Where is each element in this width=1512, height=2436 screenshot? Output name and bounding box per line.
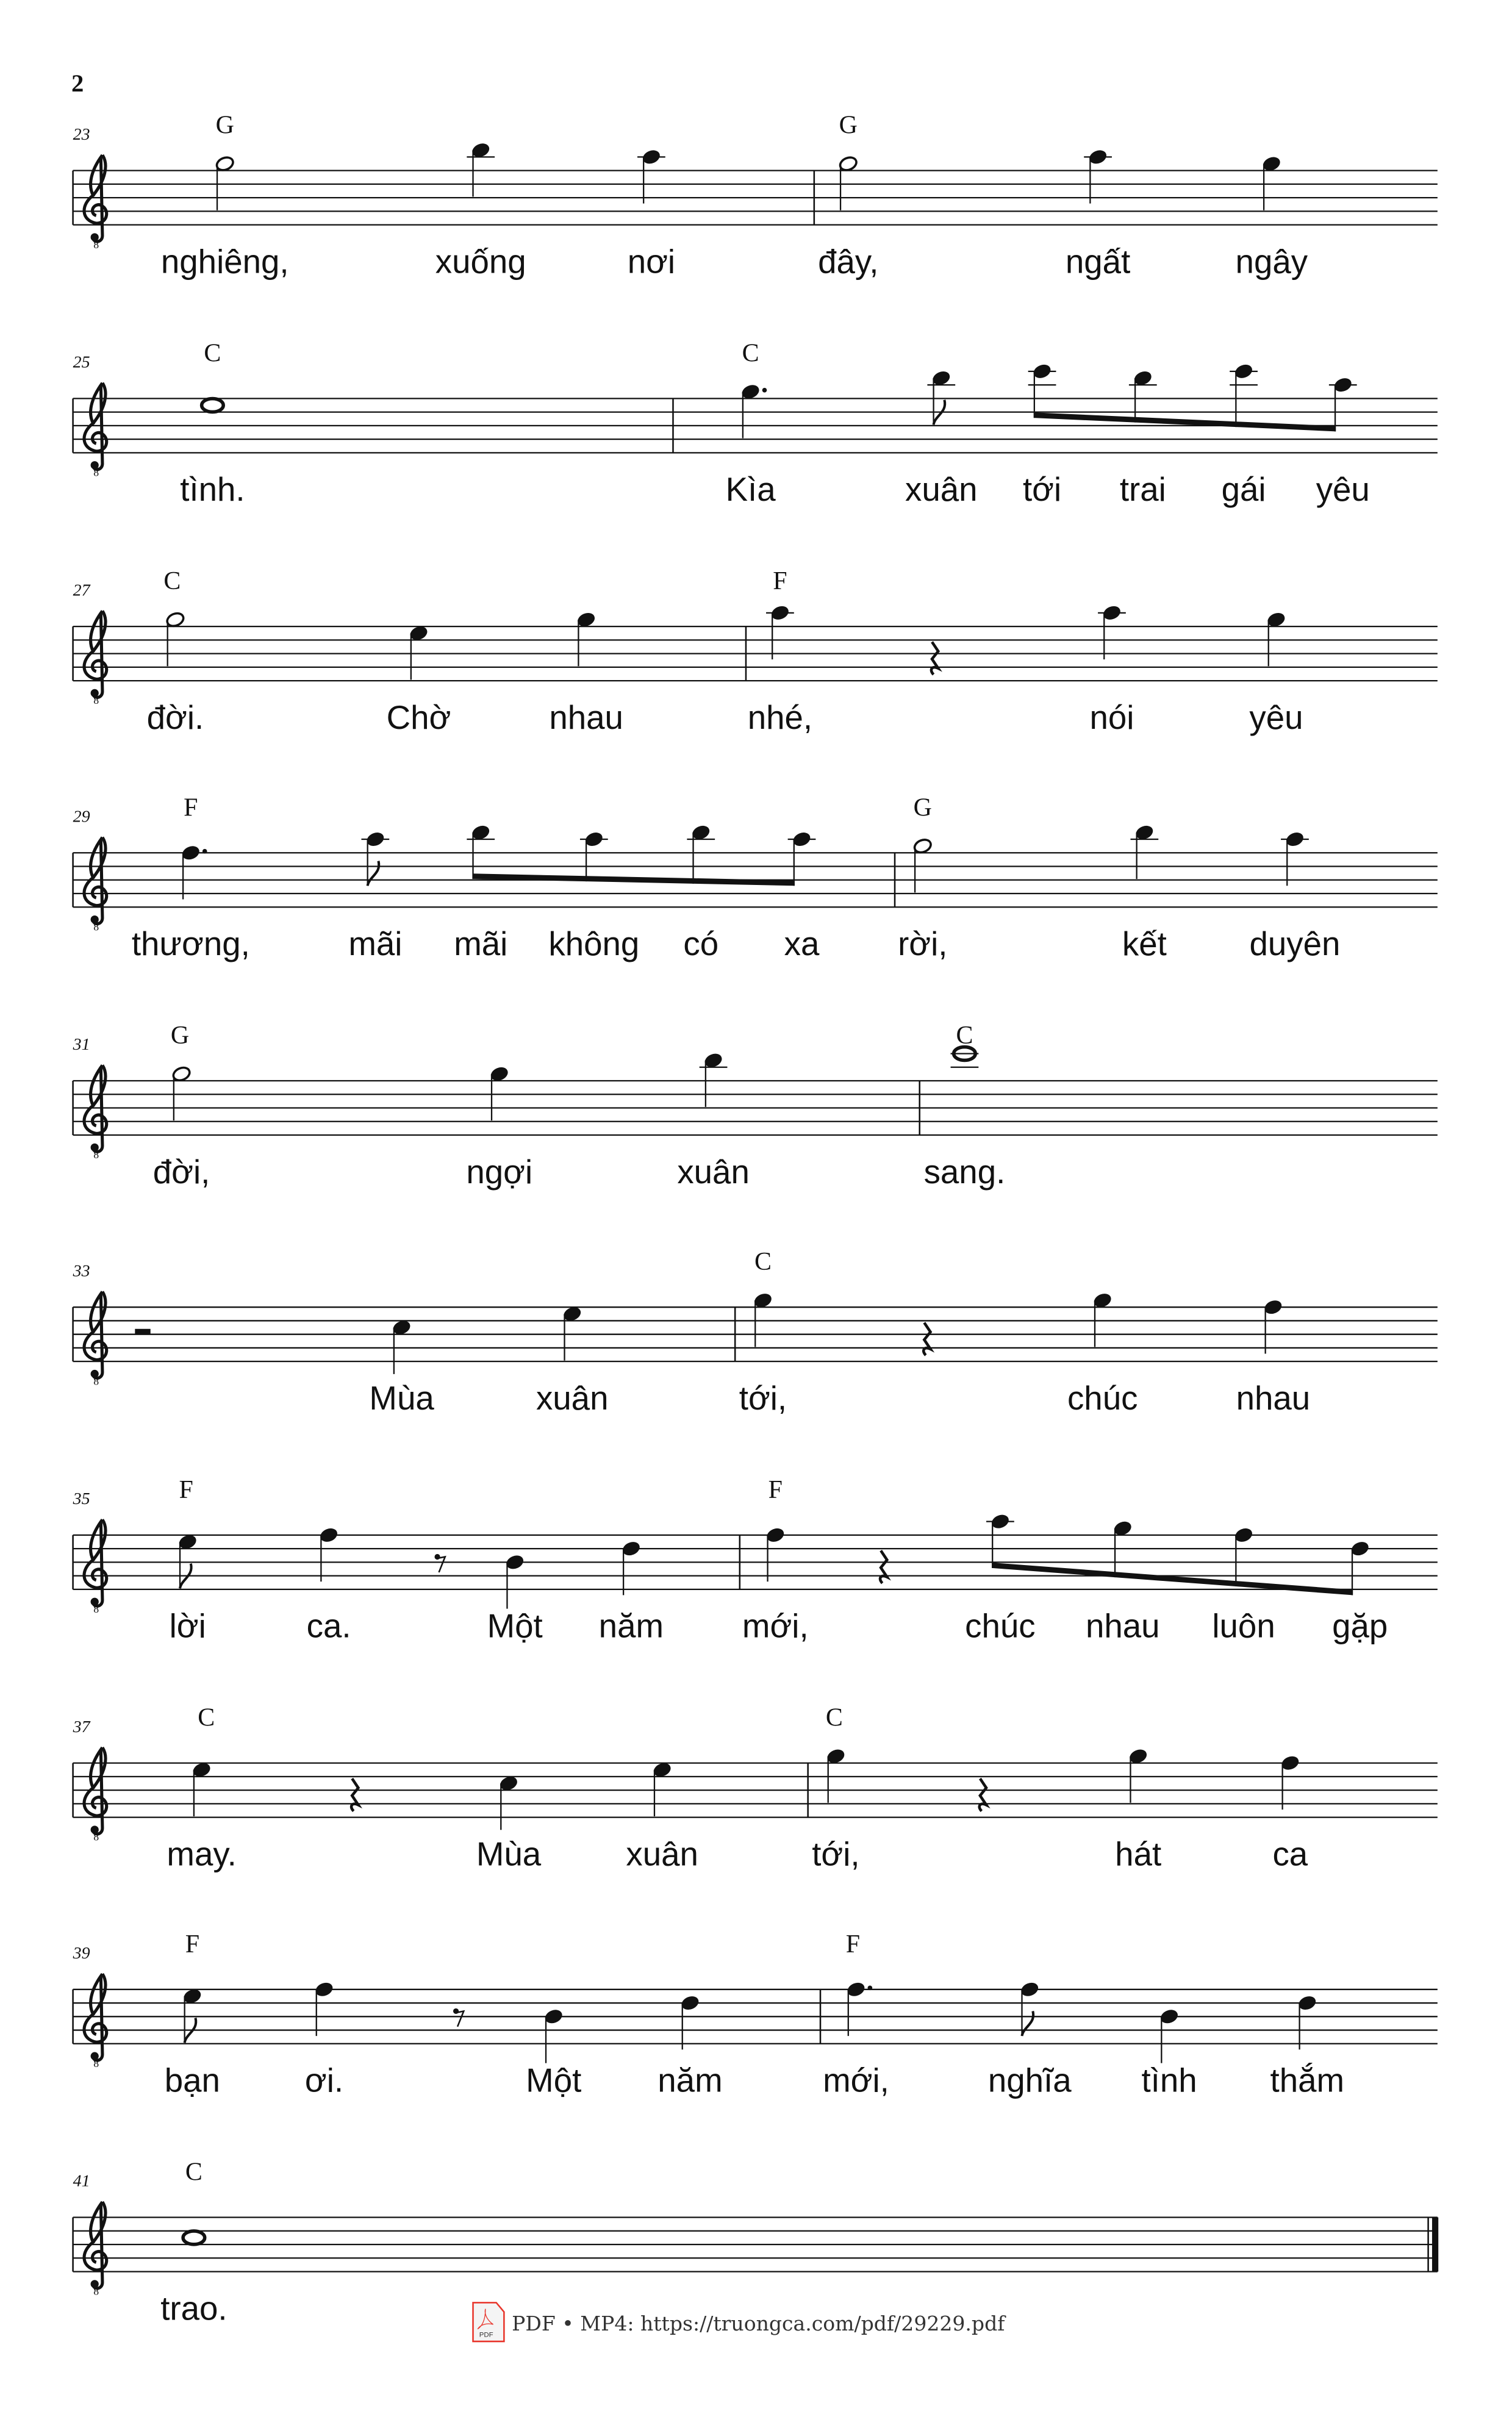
svg-text:8: 8: [93, 694, 99, 707]
pdf-file-icon: [473, 2302, 504, 2341]
note: [319, 1527, 339, 1582]
chord-symbol: C: [742, 339, 759, 368]
lyric-syllable: năm: [657, 2062, 723, 2099]
dot: [762, 388, 767, 393]
treble-clef-8vb-icon: [84, 1974, 107, 2069]
lyric-syllable: chúc: [1067, 1379, 1138, 1417]
lyric-syllable: yêu: [1316, 471, 1370, 509]
chord-symbol: G: [913, 793, 932, 822]
measure-number: 23: [73, 124, 90, 144]
note: [753, 1292, 773, 1347]
chord-symbol: C: [204, 339, 221, 368]
treble-clef-8vb-icon: [84, 155, 107, 251]
measure-number: 35: [73, 1489, 90, 1509]
note: [1285, 831, 1305, 886]
staff-system: [73, 1704, 1438, 1873]
lyric-syllable: mới,: [742, 1607, 809, 1645]
lyric-syllable: rời,: [898, 925, 948, 963]
lyric-syllable: xa: [784, 925, 820, 963]
lyric-syllable: xuân: [536, 1379, 609, 1417]
note: [1297, 1994, 1317, 2049]
note: [183, 2231, 205, 2244]
lyric-syllable: Kìa: [725, 471, 776, 509]
beam: [473, 873, 795, 886]
measure-number: 25: [73, 353, 90, 372]
lyric-syllable: năm: [598, 1607, 664, 1645]
lyric-syllable: nghiêng,: [160, 243, 289, 281]
note: [621, 1540, 641, 1595]
lyric-syllable: nhau: [549, 698, 623, 736]
lyric-syllable: xuân: [677, 1153, 750, 1191]
lyric-syllable: Một: [526, 2062, 582, 2099]
lyric-syllable: bạn: [164, 2062, 220, 2099]
note: [314, 1981, 334, 2036]
treble-clef-8vb-icon: [84, 1292, 107, 1388]
lyric-syllable: nhau: [1236, 1379, 1311, 1417]
chord-symbol: C: [825, 1703, 843, 1732]
chord-symbol: F: [845, 1930, 861, 1958]
note: [642, 148, 662, 203]
dot: [202, 849, 207, 854]
note: [1020, 1981, 1040, 2036]
lyric-syllable: trai: [1119, 471, 1166, 509]
note: [192, 1761, 212, 1816]
chord-symbol: F: [768, 1475, 783, 1504]
treble-clef-8vb-icon: [84, 611, 107, 707]
note: [1134, 824, 1155, 879]
staff-system: [73, 567, 1438, 736]
lyric-syllable: ngợi: [466, 1153, 533, 1191]
treble-clef-8vb-icon: [84, 383, 107, 479]
chord-symbol: G: [170, 1021, 190, 1050]
note: [165, 611, 185, 666]
svg-text:8: 8: [93, 1375, 99, 1388]
treble-clef-8vb-icon: [84, 837, 107, 933]
treble-clef-8vb-icon: [84, 1747, 107, 1843]
lyric-syllable: xuống: [435, 243, 526, 281]
note: [181, 844, 207, 899]
lyric-syllable: xuân: [626, 1835, 698, 1873]
page-number: 2: [71, 69, 84, 97]
lyric-syllable: mãi: [348, 925, 403, 963]
note: [584, 831, 604, 848]
lyric-syllable: mới,: [823, 2062, 889, 2099]
staff-system: [73, 1476, 1438, 1645]
lyric-syllable: trao.: [160, 2290, 228, 2327]
eighth-flag: [1022, 2011, 1034, 2036]
svg-text:8: 8: [93, 466, 99, 479]
chord-symbol: C: [185, 2158, 202, 2187]
lyric-syllable: tình: [1141, 2062, 1197, 2099]
lyric-syllable: mãi: [454, 925, 508, 963]
note: [202, 399, 224, 412]
note: [471, 824, 491, 841]
lyric-syllable: chúc: [965, 1607, 1036, 1645]
note: [505, 1553, 525, 1608]
svg-text:8: 8: [93, 1830, 99, 1843]
staff-system: [73, 1930, 1438, 2099]
lyric-syllable: tới,: [739, 1379, 787, 1417]
note: [562, 1305, 582, 1360]
note: [365, 831, 385, 886]
svg-text:8: 8: [93, 920, 99, 933]
svg-text:8: 8: [93, 2057, 99, 2069]
lyric-syllable: ngất: [1065, 243, 1131, 281]
note: [1234, 1527, 1254, 1544]
chord-symbol: G: [839, 111, 858, 140]
note: [576, 611, 597, 666]
lyric-syllable: tới,: [812, 1835, 860, 1873]
chord-symbol: F: [179, 1475, 193, 1504]
lyric-syllable: tình.: [180, 471, 245, 509]
quarter-rest-icon: [923, 1323, 930, 1355]
note: [499, 1775, 519, 1830]
note: [471, 142, 491, 196]
lyric-syllable: hát: [1115, 1835, 1162, 1873]
lyric-syllable: có: [683, 925, 719, 963]
note: [1280, 1755, 1300, 1810]
lyric-syllable: đây,: [818, 243, 879, 281]
note: [177, 1533, 198, 1588]
lyric-syllable: yêu: [1249, 698, 1303, 736]
note: [912, 837, 933, 892]
note: [691, 824, 711, 841]
chord-symbol: F: [184, 793, 198, 822]
quarter-rest-icon: [880, 1550, 887, 1583]
lyric-syllable: thắm: [1270, 2062, 1345, 2099]
note: [740, 383, 767, 438]
chord-symbol: F: [185, 1930, 200, 1958]
note: [1333, 376, 1353, 393]
staff-system: [73, 793, 1438, 962]
chord-symbol: C: [163, 567, 181, 596]
lyric-syllable: nghĩa: [987, 2062, 1072, 2099]
lyric-syllable: đời.: [146, 698, 204, 736]
staff-system: [73, 1022, 1438, 1191]
treble-clef-8vb-icon: [84, 2202, 107, 2298]
note: [543, 2008, 564, 2063]
lyric-syllable: Chờ: [386, 698, 451, 736]
lyric-syllable: nói: [1089, 698, 1134, 736]
note: [770, 604, 790, 659]
chord-symbol: C: [198, 1703, 215, 1732]
note: [392, 1319, 412, 1374]
note: [652, 1761, 672, 1816]
note: [765, 1527, 786, 1582]
note: [1032, 363, 1052, 380]
svg-text:8: 8: [93, 2285, 99, 2298]
lyric-syllable: may.: [167, 1835, 237, 1873]
note: [846, 1981, 872, 2036]
lyric-syllable: duyên: [1249, 925, 1341, 963]
note: [991, 1513, 1011, 1530]
lyric-syllable: nhé,: [747, 698, 813, 736]
treble-clef-8vb-icon: [84, 1519, 107, 1615]
lyric-syllable: nhau: [1085, 1607, 1160, 1645]
lyric-syllable: lời: [169, 1607, 206, 1645]
note: [1350, 1540, 1370, 1557]
svg-text:8: 8: [93, 1603, 99, 1616]
note: [826, 1747, 846, 1802]
lyric-syllable: Mùa: [369, 1379, 434, 1417]
final-barline-thick: [1432, 2218, 1438, 2272]
quarter-rest-icon: [980, 1779, 986, 1811]
measure-number: 37: [73, 1717, 90, 1736]
pdf-icon-label: PDF: [479, 2331, 493, 2339]
note: [1113, 1520, 1133, 1537]
lyric-syllable: không: [548, 925, 640, 963]
note: [931, 370, 951, 425]
treble-clef-8vb-icon: [84, 1066, 107, 1161]
note: [1159, 2008, 1180, 2063]
lyric-syllable: kết: [1122, 925, 1167, 963]
note: [1133, 370, 1153, 387]
lyric-syllable: ngây: [1235, 243, 1308, 281]
beam: [1034, 412, 1336, 431]
half-rest-icon: [135, 1329, 150, 1334]
staff-system: [73, 339, 1438, 508]
dot: [868, 1985, 873, 1990]
note: [838, 155, 858, 210]
lyric-syllable: đời,: [152, 1153, 210, 1191]
beam: [992, 1563, 1353, 1595]
lyric-syllable: gái: [1221, 471, 1266, 509]
note: [489, 1066, 509, 1120]
note: [1092, 1292, 1113, 1347]
svg-text:8: 8: [93, 1148, 99, 1161]
note: [1263, 1299, 1283, 1353]
note: [1088, 148, 1108, 203]
measure-number: 39: [73, 1943, 90, 1963]
footer-text[interactable]: PDF • MP4: https://truongca.com/pdf/29229.pdf: [512, 2312, 1005, 2336]
staff-system: [73, 2158, 1439, 2327]
lyric-syllable: tới: [1022, 471, 1062, 509]
staff-system: [73, 1248, 1438, 1417]
note: [1128, 1747, 1148, 1802]
note: [1261, 155, 1281, 210]
lyric-syllable: gặp: [1332, 1607, 1388, 1645]
lyric-syllable: nơi: [627, 243, 676, 281]
lyric-syllable: ca.: [306, 1607, 351, 1645]
lyric-syllable: Mùa: [476, 1835, 542, 1873]
quarter-rest-icon: [931, 642, 938, 675]
footer-link[interactable]: [473, 2302, 1007, 2341]
lyric-syllable: ơi.: [304, 2062, 344, 2099]
note: [1234, 363, 1254, 380]
staff-system: [73, 112, 1438, 281]
note: [215, 155, 235, 210]
lyric-syllable: ca: [1272, 1835, 1308, 1873]
quarter-rest-icon: [351, 1779, 358, 1811]
note: [792, 831, 812, 848]
measure-number: 33: [73, 1261, 90, 1281]
measure-number: 31: [73, 1035, 90, 1055]
eighth-rest-icon: [453, 2008, 464, 2027]
note: [171, 1066, 192, 1120]
lyric-syllable: xuân: [905, 471, 978, 509]
lyric-syllable: thương,: [131, 925, 250, 963]
eighth-flag: [368, 861, 379, 886]
chord-symbol: F: [773, 567, 787, 596]
note: [1102, 604, 1122, 659]
chord-symbol: C: [754, 1248, 772, 1277]
measure-number: 29: [73, 807, 90, 826]
measure-number: 41: [73, 2171, 90, 2191]
lyric-syllable: Một: [487, 1607, 543, 1645]
note: [182, 1988, 202, 2043]
note: [703, 1052, 723, 1107]
svg-text:8: 8: [93, 238, 99, 251]
note: [680, 1994, 700, 2049]
lyric-syllable: luôn: [1212, 1607, 1275, 1645]
chord-symbol: C: [956, 1021, 973, 1050]
chord-symbol: G: [215, 111, 234, 140]
eighth-rest-icon: [434, 1554, 445, 1572]
lyric-syllable: sang.: [923, 1153, 1006, 1191]
note: [409, 625, 429, 679]
measure-number: 27: [73, 581, 90, 600]
note: [1266, 611, 1286, 666]
